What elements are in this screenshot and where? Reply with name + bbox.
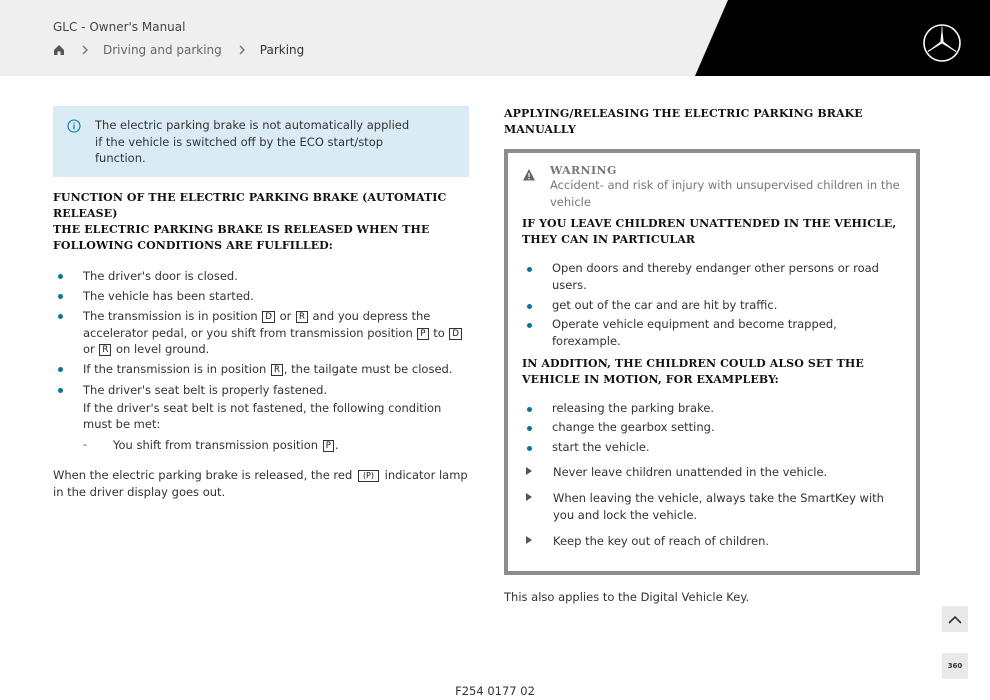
warning-heading-motion: IN ADDITION, THE CHILDREN COULD ALSO SET THE VEHICLE IN MOTION, FOR EXAMPLEBY:: [522, 357, 864, 387]
list-item: change the gearbox setting.: [522, 419, 902, 436]
warning-heading-unattended: IF YOU LEAVE CHILDREN UNATTENDED IN THE VEHICLE, THEY CAN IN PARTICULAR: [522, 217, 897, 247]
home-icon[interactable]: [53, 44, 65, 56]
info-icon: [67, 119, 81, 133]
key-d-symbol: D: [449, 328, 462, 340]
key-r-symbol: R: [271, 364, 283, 376]
info-note-text: The electric parking brake is not automatically applied if the vehicle is switched off by the ECO start/stop function.: [95, 118, 410, 166]
right-column: [504, 106, 920, 606]
key-r-symbol: R: [296, 311, 308, 323]
list-item-continuation: If the driver's seat belt is not fastened, the following condition must be met:: [83, 401, 442, 432]
action-item: Keep the key out of reach of children.: [522, 533, 902, 549]
arrow-right-icon: [525, 492, 533, 502]
list-item: If the transmission is in position R , the tailgate must be closed.: [53, 361, 469, 377]
key-p-symbol: P: [417, 328, 428, 340]
warning-header: [522, 164, 902, 210]
view-360-button[interactable]: [942, 653, 968, 679]
conditions-list: [53, 268, 469, 453]
warning-list-motion: [522, 400, 902, 456]
warning-box: [504, 149, 920, 575]
warning-title: WARNING: [550, 163, 617, 177]
parking-brake-lamp-symbol: (P): [358, 470, 379, 482]
chevron-up-icon: [948, 615, 962, 624]
mercedes-star-logo: [922, 23, 962, 63]
breadcrumb-current-parking: Parking: [259, 43, 305, 57]
breadcrumb-link-driving-and-parking[interactable]: Driving and parking: [103, 43, 222, 57]
list-item: The driver's door is closed.: [53, 268, 469, 284]
scroll-to-top-button[interactable]: [942, 606, 968, 632]
list-item: The transmission is in position D or R and you depress the accelerator pedal, or you shift from transmission position P to D or R on level ground.: [53, 308, 469, 357]
warning-actions: [522, 464, 902, 549]
list-item: Open doors and thereby endanger other persons or road users.: [522, 260, 902, 295]
arrow-right-icon: [525, 535, 533, 545]
image-reference-code: F254 0177 02: [455, 684, 535, 698]
left-column: [53, 106, 469, 500]
warning-subtitle: Accident- and risk of injury with unsupervised children in the vehicle: [550, 177, 900, 209]
sub-list-item: - You shift from transmission position P .: [53, 437, 469, 453]
digital-key-note: This also applies to the Digital Vehicle Key.: [504, 590, 750, 605]
list-item: start the vehicle.: [522, 439, 902, 456]
page-header: [0, 0, 990, 76]
arrow-right-icon: [525, 466, 533, 476]
list-item: The driver's seat belt is properly fastened.: [53, 382, 469, 398]
chevron-right-icon: [238, 45, 246, 55]
function-heading: FUNCTION OF THE ELECTRIC PARKING BRAKE (AUTOMATIC RELEASE): [53, 191, 447, 220]
list-item: get out of the car and are hit by traffic.: [522, 297, 902, 314]
list-item: releasing the parking brake.: [522, 400, 902, 417]
breadcrumb: [53, 43, 304, 57]
list-item: The vehicle has been started.: [53, 288, 469, 304]
key-r-symbol: R: [99, 344, 111, 356]
chevron-right-icon: [81, 45, 89, 55]
key-p-symbol: P: [323, 440, 334, 452]
warning-list-risks: [522, 260, 902, 350]
action-item: When leaving the vehicle, always take the SmartKey with you and lock the vehicle.: [522, 490, 902, 523]
manual-section-heading: APPLYING/RELEASING THE ELECTRIC PARKING BRAKE MANUALLY: [504, 107, 863, 136]
manual-title: GLC - Owner's Manual: [53, 20, 186, 34]
conditions-heading: THE ELECTRIC PARKING BRAKE IS RELEASED WHEN THE FOLLOWING CONDITIONS ARE FULFILLED:: [53, 222, 430, 252]
view-360-icon: 360: [947, 662, 963, 670]
key-d-symbol: D: [262, 311, 275, 323]
released-paragraph: When the electric parking brake is released, the red (P) indicator lamp in the driver display goes out.: [53, 468, 468, 499]
list-item: Operate vehicle equipment and become trapped, forexample.: [522, 316, 902, 351]
info-note: [53, 106, 469, 177]
action-item: Never leave children unattended in the vehicle.: [522, 464, 902, 480]
warning-triangle-icon: [522, 168, 536, 182]
